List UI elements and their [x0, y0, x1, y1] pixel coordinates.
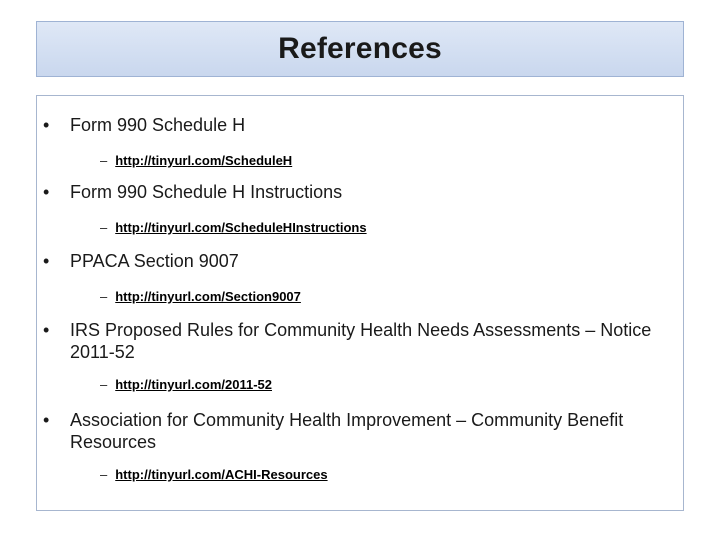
reference-label: Association for Community Health Improvement – Community Benefit Resources — [70, 410, 624, 452]
reference-sub-4 — [100, 377, 272, 393]
reference-link-1[interactable]: http://tinyurl.com/ScheduleH — [115, 153, 293, 168]
reference-link-4[interactable]: http://tinyurl.com/2011-52 — [115, 377, 272, 392]
reference-link-5[interactable]: http://tinyurl.com/ACHI-Resources — [115, 467, 328, 482]
bullet-icon: • — [43, 182, 50, 202]
reference-label: IRS Proposed Rules for Community Health Needs Assessments – Notice 2011-52 — [70, 320, 652, 362]
reference-link-2[interactable]: http://tinyurl.com/ScheduleHInstructions — [115, 220, 367, 235]
dash-icon: – — [100, 467, 108, 482]
references-list — [36, 95, 684, 511]
reference-sub-2 — [100, 220, 367, 236]
reference-sub-5 — [100, 467, 328, 483]
reference-label: Form 990 Schedule H Instructions — [70, 182, 343, 202]
dash-icon: – — [100, 289, 108, 304]
reference-label: PPACA Section 9007 — [70, 251, 239, 271]
dash-icon: – — [100, 153, 108, 168]
bullet-icon: • — [43, 320, 50, 340]
dash-icon: – — [100, 220, 108, 235]
bullet-icon: • — [43, 251, 50, 271]
title-bar — [36, 21, 684, 77]
reference-link-3[interactable]: http://tinyurl.com/Section9007 — [115, 289, 301, 304]
bullet-icon: • — [43, 410, 50, 430]
dash-icon: – — [100, 377, 108, 392]
reference-sub-1 — [100, 153, 292, 169]
reference-label: Form 990 Schedule H — [70, 115, 246, 135]
reference-sub-3 — [100, 289, 301, 305]
bullet-icon: • — [43, 115, 50, 135]
page-title: References — [278, 32, 442, 65]
